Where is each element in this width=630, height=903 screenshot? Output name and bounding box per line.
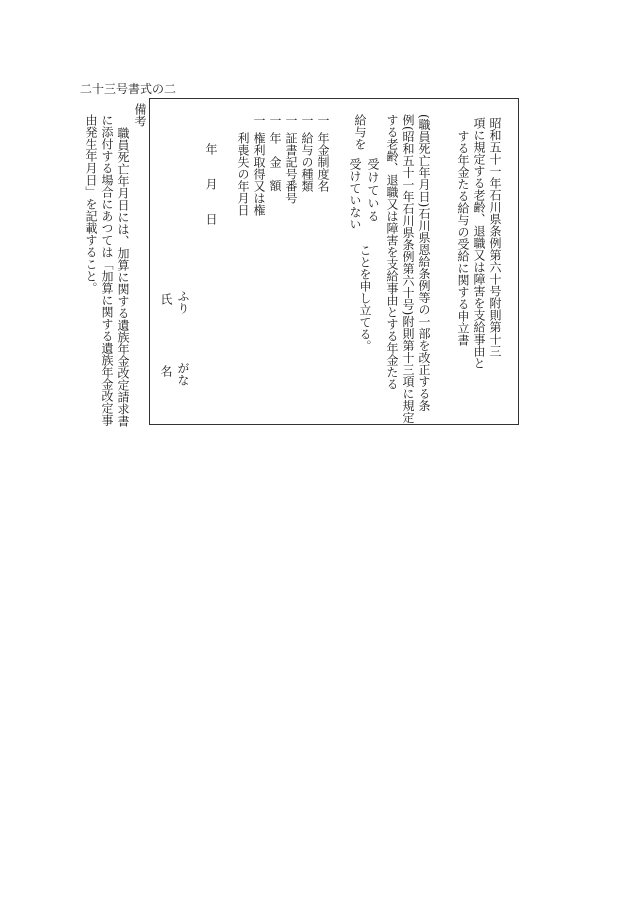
signature-furi: ふり bbox=[176, 290, 190, 314]
remarks-heading: 備考 bbox=[133, 103, 147, 127]
item-pension-system-name: 年金制度名 bbox=[316, 132, 330, 192]
form-number: 二十三号書式の二 bbox=[80, 82, 177, 96]
statement-end: ことを申し立てる。 bbox=[358, 244, 372, 352]
item-mark-4: 一 bbox=[268, 114, 282, 126]
signature-gana: がな bbox=[176, 362, 190, 386]
item-mark-2: 一 bbox=[300, 114, 314, 126]
item-mark-3: 一 bbox=[284, 114, 298, 126]
option-receiving: 受けている bbox=[366, 158, 380, 223]
title-line-1: 昭和五十一年石川県条例第六十号附則第十三 bbox=[488, 117, 502, 357]
statement-line-2: 例(昭和五十一年石川県条例第六十号)附則第十三項に規定 bbox=[401, 114, 415, 424]
date-year: 年 bbox=[204, 143, 218, 155]
item-acquisition-date-2: 利喪失の年月日 bbox=[236, 132, 250, 216]
item-certificate-number: 証書記号番号 bbox=[284, 132, 298, 204]
signature-shi: 氏 bbox=[159, 293, 173, 305]
item-benefit-type: 給与の種類 bbox=[300, 132, 314, 192]
option-not-receiving: 受けていない bbox=[348, 158, 362, 230]
title-line-3: する年金たる給与の受給に関する申立書 bbox=[456, 130, 470, 346]
statement-line-1: (職員死亡年月日)石川県恩給条例等の一部を改正する条 bbox=[417, 114, 431, 412]
remarks-line-3: 由発生年月日」を記載すること。 bbox=[84, 114, 98, 294]
title-line-2: 項に規定する老齢、退職又は障害を支給事由と bbox=[472, 117, 486, 369]
statement-line-3: する老齢、退職又は障害を支給事由とする年金たる bbox=[385, 114, 399, 390]
date-day: 日 bbox=[204, 213, 218, 225]
signature-mei: 名 bbox=[159, 365, 173, 377]
item-pension-amount: 年 金 額 bbox=[268, 132, 282, 196]
statement-lead: 給与を bbox=[353, 114, 367, 150]
item-acquisition-date-1: 権利取得又は権 bbox=[252, 132, 266, 216]
item-mark-1: 一 bbox=[316, 114, 330, 126]
remarks-line-2: に添付する場合にあつては「加算に関する遺族年金改定事 bbox=[100, 114, 114, 426]
date-month: 月 bbox=[204, 178, 218, 190]
remarks-line-1: 職員死亡年月日には、加算に関する遺族年金改定請求書 bbox=[116, 127, 130, 427]
item-mark-5: 一 bbox=[252, 114, 266, 126]
